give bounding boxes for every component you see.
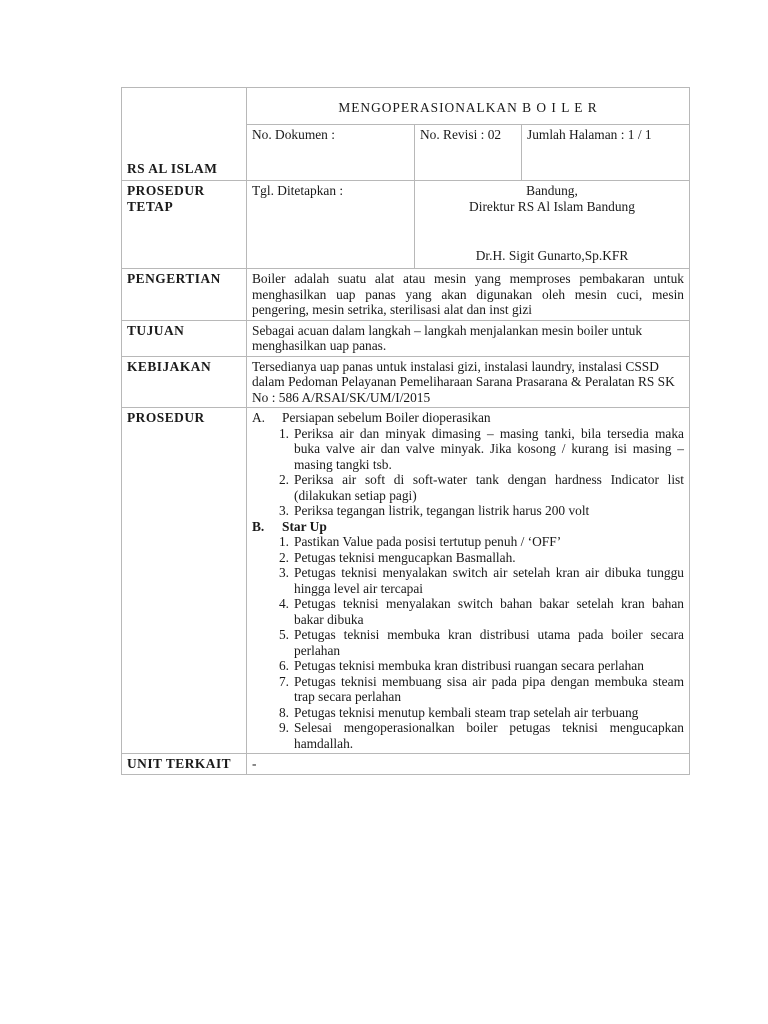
no-dokumen: No. Dokumen : <box>247 125 415 181</box>
list-item: 1. Pastikan Value pada posisi tertutup penuh / ‘OFF’ <box>278 534 562 549</box>
label-prosedur-tetap: PROSEDUR TETAP <box>122 181 247 269</box>
label-prosedur: PROSEDUR <box>122 408 247 754</box>
list-item: 1. Periksa air dan minyak dimasing – masing tanki, bila tersedia maka buka valve air dan valve minyak. Jika kosong / kurang isi masing – masing tangki tsb. <box>278 425 684 472</box>
section-a-title: Persiapan sebelum Boiler dioperasikan <box>282 410 491 425</box>
list-item: 8. Petugas teknisi menutup kembali steam trap setelah air terbuang <box>278 704 639 720</box>
label-tujuan: TUJUAN <box>122 320 247 356</box>
director-name: Dr.H. Sigit Gunarto,Sp.KFR <box>475 248 629 263</box>
list-item: 7. Petugas teknisi membuang sisa air pada pipa dengan membuka steam trap secara perlahan <box>278 673 684 704</box>
label-pengertian: PENGERTIAN <box>122 269 247 321</box>
section-b-title: Star Up <box>282 518 327 534</box>
section-b-steps <box>252 534 684 751</box>
section-a-key: A. <box>252 410 266 425</box>
kebijakan-text: Tersedianya uap panas untuk instalasi gizi, instalasi laundry, instalasi CSSD dalam Pedoman Pelayanan Pemeliharaan Sarana Prasarana & Peralatan RS SK No : 586 A/RSAI/SK/UM/I/2015 <box>247 356 690 408</box>
list-item: 6. Petugas teknisi membuka kran distribusi ruangan secara perlahan <box>278 658 644 673</box>
tujuan-text: Sebagai acuan dalam langkah – langkah menjalankan mesin boiler untuk menghasilkan uap panas. <box>247 320 690 356</box>
no-revisi: No. Revisi : 02 <box>415 125 522 181</box>
approval-block <box>415 181 690 269</box>
section-b-key: B. <box>252 518 265 534</box>
unit-terkait-value: - <box>247 754 690 775</box>
institution-name: RS AL ISLAM <box>122 88 247 181</box>
director-title: Direktur RS Al Islam Bandung <box>469 198 635 214</box>
list-item: 5. Petugas teknisi membuka kran distribusi utama pada boiler secara perlahan <box>278 627 684 658</box>
label-kebijakan: KEBIJAKAN <box>122 356 247 408</box>
list-item: 4. Petugas teknisi menyalakan switch bahan bakar setelah kran bahan bakar dibuka <box>278 596 684 627</box>
sop-document <box>121 87 689 775</box>
prosedur-content <box>247 408 690 754</box>
section-b-heading <box>252 519 684 535</box>
section-a-heading <box>252 410 684 426</box>
section-a-steps <box>252 426 684 519</box>
label-unit-terkait: UNIT TERKAIT <box>122 754 247 775</box>
list-item: 9. Selesai mengoperasionalkan boiler petugas teknisi mengucapkan hamdallah. <box>278 720 684 751</box>
list-item: 2. Periksa air soft di soft-water tank dengan hardness Indicator list (dilakukan setiap pagi) <box>278 472 684 503</box>
document-title: MENGOPERASIONALKAN B O I L E R <box>247 88 690 125</box>
pengertian-text: Boiler adalah suatu alat atau mesin yang memproses pembakaran untuk menghasilkan uap panas yang akan digunakan oleh mesin cuci, mesin pengering, mesin setrika, sterilisasi alat dan inst gizi <box>247 269 690 321</box>
list-item: 3. Petugas teknisi menyalakan switch air setelah kran air dibuka tunggu hingga level air tercapai <box>278 565 684 596</box>
approval-place: Bandung, <box>526 183 578 198</box>
jumlah-halaman: Jumlah Halaman : 1 / 1 <box>522 125 690 181</box>
sop-table <box>121 87 690 775</box>
tgl-ditetapkan: Tgl. Ditetapkan : <box>247 181 415 269</box>
list-item: 3. Periksa tegangan listrik, tegangan listrik harus 200 volt <box>278 503 590 518</box>
list-item: 2. Petugas teknisi mengucapkan Basmallah. <box>278 549 516 565</box>
